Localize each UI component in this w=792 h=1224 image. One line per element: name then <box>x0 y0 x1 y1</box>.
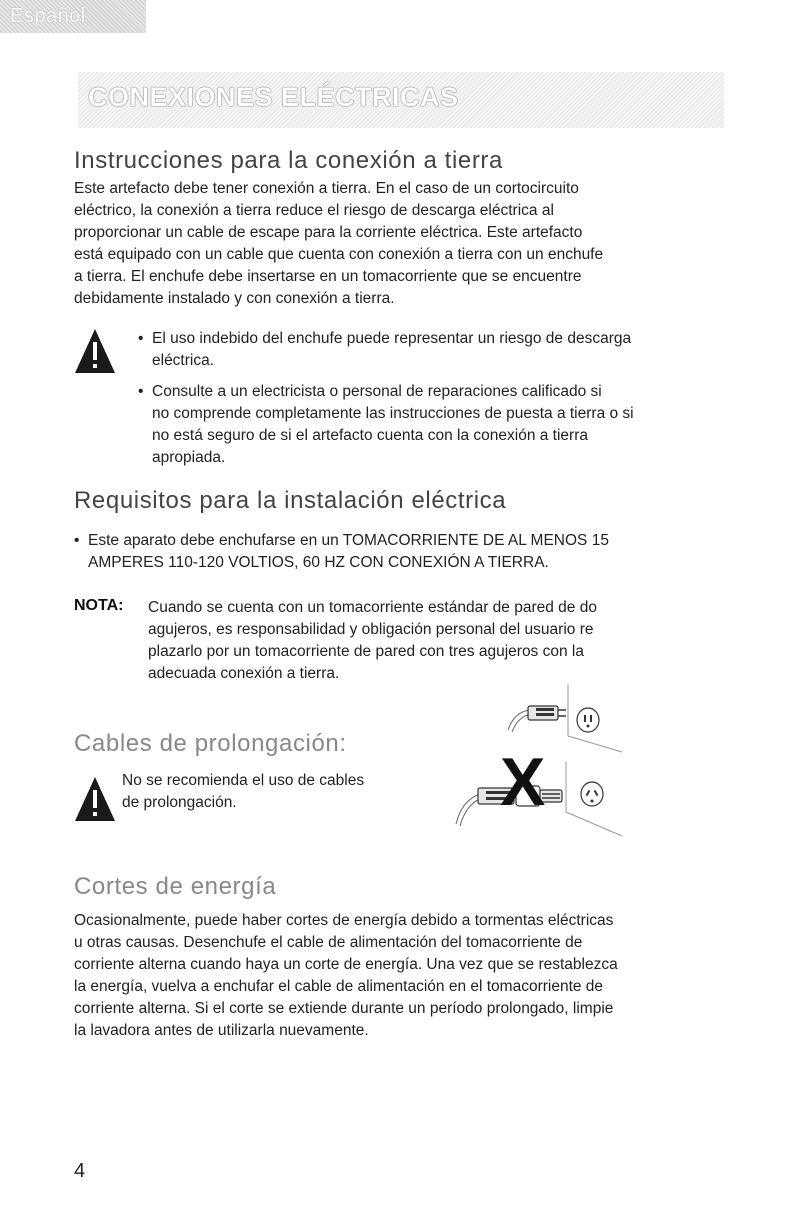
bullet-dot: • <box>74 532 80 549</box>
extension-line: No se recomienda el uso de cables <box>122 772 365 789</box>
warning-line: eléctrica. <box>152 352 215 369</box>
paragraph-line: debidamente instalado y con conexión a tierra. <box>74 290 395 307</box>
paragraph-line: proporcionar un cable de escape para la corriente eléctrica. Este artefacto <box>74 224 583 241</box>
page-title: CONEXIONES ELÉCTRICAS <box>88 82 459 112</box>
bullet-dot: • <box>138 330 144 347</box>
extension-line: de prolongación. <box>122 794 237 811</box>
paragraph-line: la lavadora antes de utilizarla nuevamente. <box>74 1022 369 1039</box>
paragraph-line: la energía, vuelva a enchufar el cable de alimentación en el tomacorriente de <box>74 978 604 995</box>
power-outage-heading: Cortes de energía <box>74 873 277 900</box>
note-line: agujeros, es responsabilidad y obligación personal del usuario re <box>148 621 594 638</box>
electrical-requirement <box>74 530 724 574</box>
note-line: Cuando se cuenta con un tomacorriente estándar de pared de do <box>148 599 597 616</box>
paragraph-line: corriente alterna cuando haya un corte de energía. Una vez que se restablezca <box>74 956 618 973</box>
paragraph-line: u otras causas. Desenchufe el cable de alimentación del tomacorriente de <box>74 934 583 951</box>
electrical-heading: Requisitos para la instalación eléctrica <box>74 487 507 514</box>
warning-triangle-icon <box>74 328 116 374</box>
not-recommended-mark: X <box>500 744 546 820</box>
language-tab: Español <box>0 0 146 33</box>
warning-line: no comprende completamente las instrucciones de puesta a tierra o si <box>152 405 634 422</box>
paragraph-line: a tierra. El enchufe debe insertarse en un tomacorriente que se encuentre <box>74 268 582 285</box>
note-line: plazarlo por un tomacorriente de pared con tres agujeros con la <box>148 643 584 660</box>
grounding-heading: Instrucciones para la conexión a tierra <box>74 147 503 174</box>
paragraph-line: Ocasionalmente, puede haber cortes de energía debido a tormentas eléctricas <box>74 912 614 929</box>
requirement-line: AMPERES 110-120 VOLTIOS, 60 HZ CON CONEXIÓN A TIERRA. <box>88 554 549 571</box>
bullet-dot: • <box>138 383 144 400</box>
warning-line: El uso indebido del enchufe puede representar un riesgo de descarga <box>152 330 632 347</box>
warning-line: no está seguro de si el artefacto cuenta con la conexión a tierra <box>152 427 588 444</box>
extension-heading: Cables de prolongación: <box>74 730 347 757</box>
paragraph-line: está equipado con un cable que cuenta con conexión a tierra con un enchufe <box>74 246 604 263</box>
paragraph-line: eléctrico, la conexión a tierra reduce el riesgo de descarga eléctrica al <box>74 202 554 219</box>
paragraph-line: corriente alterna. Si el corte se extiende durante un período prolongado, limpie <box>74 1000 614 1017</box>
warning-line: Consulte a un electricista o personal de reparaciones calificado si <box>152 383 602 400</box>
warning-triangle-icon <box>74 776 116 822</box>
note-label: NOTA: <box>74 597 124 614</box>
paragraph-line: Este artefacto debe tener conexión a tierra. En el caso de un cortocircuito <box>74 180 579 197</box>
page-number: 4 <box>74 1160 86 1182</box>
requirement-line: Este aparato debe enchufarse en un TOMACORRIENTE DE AL MENOS 15 <box>88 532 609 549</box>
note-line: adecuada conexión a tierra. <box>148 665 340 682</box>
warning-line: apropiada. <box>152 449 226 466</box>
